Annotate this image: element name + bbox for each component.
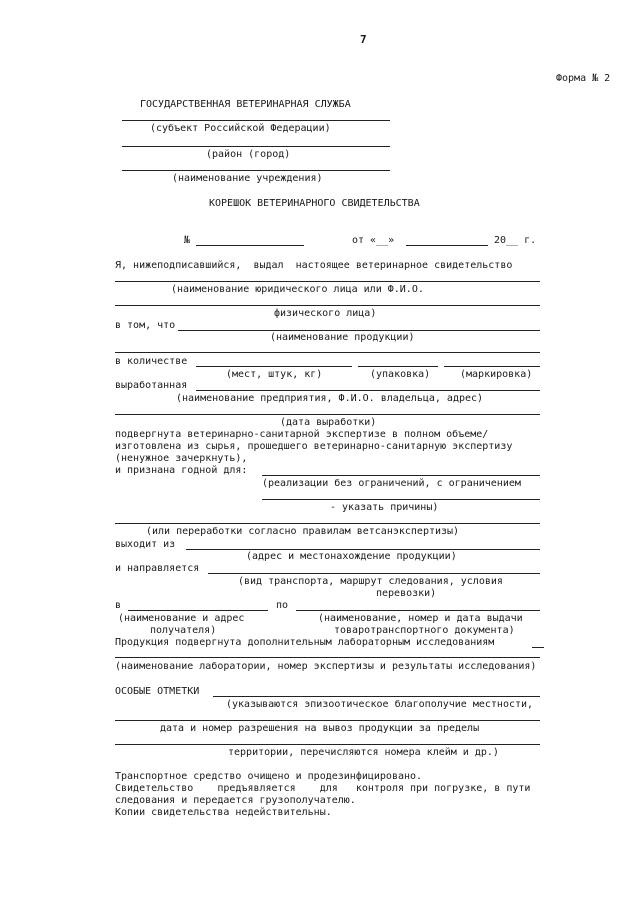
- legal-entity-line: [115, 281, 540, 282]
- district-line: [122, 146, 390, 147]
- subject-caption: (субъект Российской Федерации): [150, 123, 331, 134]
- transport-caption: (вид транспорта, маршрут следования, условия: [238, 576, 503, 587]
- enterprise-line-2: [115, 414, 540, 415]
- processing-line: [115, 523, 540, 524]
- form-label: Форма № 2: [556, 73, 611, 84]
- special-line-3: [115, 744, 540, 745]
- realization-caption: (реализации без ограничений, с ограничением: [262, 478, 521, 489]
- processing-caption: (или переработки согласно правилам ветсанэкспертизы): [146, 526, 460, 537]
- subjected-line-3: (ненужное зачеркнуть),: [115, 453, 248, 464]
- lab-line: [115, 657, 540, 658]
- document-caption-2: товаротранспортного документа): [334, 625, 515, 636]
- in-that-label: в том, что: [115, 320, 176, 331]
- places-caption: (мест, штук, кг): [226, 369, 323, 380]
- by-label: по: [276, 600, 289, 611]
- subject-line: [122, 120, 390, 121]
- laboratory-caption: (наименование лаборатории, номер экспертизы и результаты исследования): [115, 661, 537, 672]
- special-caption-2: дата и номер разрешения на вывоз продукции за пределы: [160, 723, 480, 734]
- district-caption: (район (город): [206, 149, 291, 160]
- statement-text: Я, нижеподписавшийся, выдал настоящее ветеринарное свидетельство: [115, 260, 513, 271]
- legal-entity-caption-2: физического лица): [274, 308, 377, 319]
- footer-line-2: Свидетельство предъявляется для контроля при погрузке, в пути: [115, 783, 531, 794]
- marking-field: [444, 366, 540, 367]
- page-number: 7: [360, 33, 367, 46]
- institution-line: [122, 170, 390, 171]
- product-line: [178, 330, 540, 331]
- produced-label: выработанная: [115, 380, 188, 391]
- directed-label: и направляется: [115, 563, 200, 574]
- to-label: в: [115, 600, 122, 611]
- realization-line: [262, 475, 540, 476]
- address-caption: (адрес и местонахождение продукции): [246, 551, 457, 562]
- product-caption: (наименование продукции): [270, 332, 415, 343]
- lab-research-label: Продукция подвергнута дополнительным лабораторным исследованиям: [115, 637, 495, 648]
- special-caption-3: территории, перечисляются номера клейм и др.): [228, 747, 499, 758]
- transport-caption-2: перевозки): [376, 588, 437, 599]
- month-field: [406, 245, 488, 246]
- special-marks-label: ОСОБЫЕ ОТМЕТКИ: [115, 686, 200, 697]
- quantity-label: в количестве: [115, 356, 188, 367]
- exits-from-label: выходит из: [115, 539, 176, 550]
- transport-line: [208, 573, 540, 574]
- legal-entity-caption: (наименование юридического лица или Ф.И.О.: [171, 284, 424, 295]
- special-line-2: [115, 720, 540, 721]
- recipient-caption-2: получателя): [150, 625, 217, 636]
- special-caption: (указываются эпизоотическое благополучие местности,: [226, 699, 534, 710]
- institution-caption: (наименование учреждения): [172, 173, 323, 184]
- enterprise-caption: (наименование предприятия, Ф.И.О. владельца, адрес): [176, 393, 484, 404]
- year-label: 20__ г.: [494, 235, 537, 246]
- footer-line-3: следования и передается грузополучателю.: [115, 795, 356, 806]
- places-field: [196, 366, 352, 367]
- enterprise-line: [196, 390, 540, 391]
- product-line-2: [115, 352, 540, 353]
- realization-line-2: [262, 499, 540, 500]
- number-sign: №: [184, 235, 191, 246]
- document-title: КОРЕШОК ВЕТЕРИНАРНОГО СВИДЕТЕЛЬСТВА: [209, 198, 420, 209]
- recognized-label: и признана годной для:: [115, 465, 248, 476]
- legal-entity-line-2: [115, 305, 540, 306]
- recipient-line: [128, 610, 268, 611]
- realization-caption-2: - указать причины): [330, 502, 439, 513]
- document-caption: (наименование, номер и дата выдачи: [318, 613, 523, 624]
- production-date-caption: (дата выработки): [280, 417, 377, 428]
- packing-field: [358, 366, 438, 367]
- service-name: ГОСУДАРСТВЕННАЯ ВЕТЕРИНАРНАЯ СЛУЖБА: [140, 99, 351, 110]
- footer-line-1: Транспортное средство очищено и продезинфицировано.: [115, 771, 423, 782]
- marking-caption: (маркировка): [460, 369, 533, 380]
- footer-line-4: Копии свидетельства недействительны.: [115, 807, 332, 818]
- number-field: [196, 245, 304, 246]
- recipient-caption: (наименование и адрес: [118, 613, 245, 624]
- lab-short-line: [532, 647, 544, 648]
- date-from: от «__»: [352, 235, 395, 246]
- address-line: [186, 549, 540, 550]
- subjected-line-1: подвергнута ветеринарно-санитарной экспертизе в полном объеме/: [115, 429, 489, 440]
- special-line: [213, 696, 540, 697]
- document-line: [296, 610, 540, 611]
- packing-caption: (упаковка): [370, 369, 431, 380]
- subjected-line-2: изготовлена из сырья, прошедшего ветеринарно-санитарную экспертизу: [115, 441, 513, 452]
